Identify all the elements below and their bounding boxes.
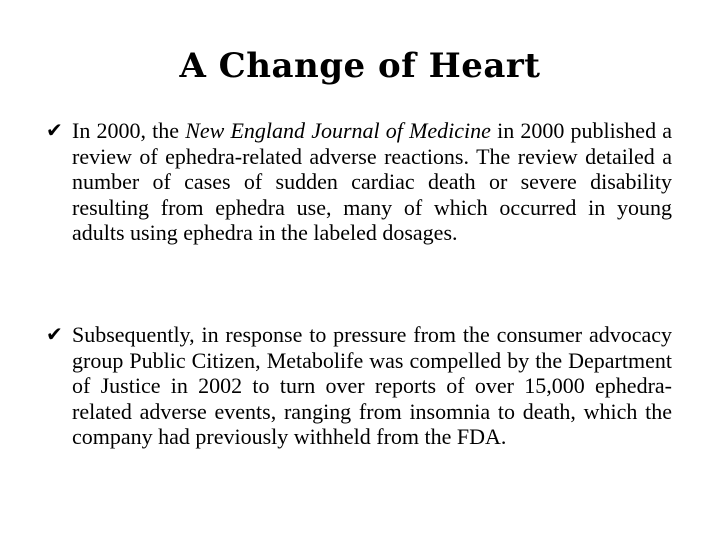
bullet-item xyxy=(46,118,672,246)
bullet-text-pre: In 2000, the xyxy=(72,118,186,143)
bullet-text-post: in 2000 published a review of ephedra-related adverse reactions. The review detailed a number of cases of sudden cardiac death or severe disability resulting from ephedra use, many of which occurred in young adults using ephedra in the labeled dosages. xyxy=(72,118,673,245)
bullet-text xyxy=(72,118,672,246)
checkmark-icon: ✔ xyxy=(46,118,63,142)
slide-title: A Change of Heart xyxy=(179,46,541,86)
journal-title: New England Journal of Medicine xyxy=(185,118,491,143)
bullet-text: Subsequently, in response to pressure from the consumer advocacy group Public Citizen, Metabolife was compelled by the Department of Justice in 2002 to turn over reports of over 15,000 ephedra-related adverse events, ranging from insomnia to death, which the company had previously withheld from the FDA. xyxy=(72,322,672,449)
checkmark-icon: ✔ xyxy=(46,322,63,346)
bullet-item xyxy=(46,322,672,450)
